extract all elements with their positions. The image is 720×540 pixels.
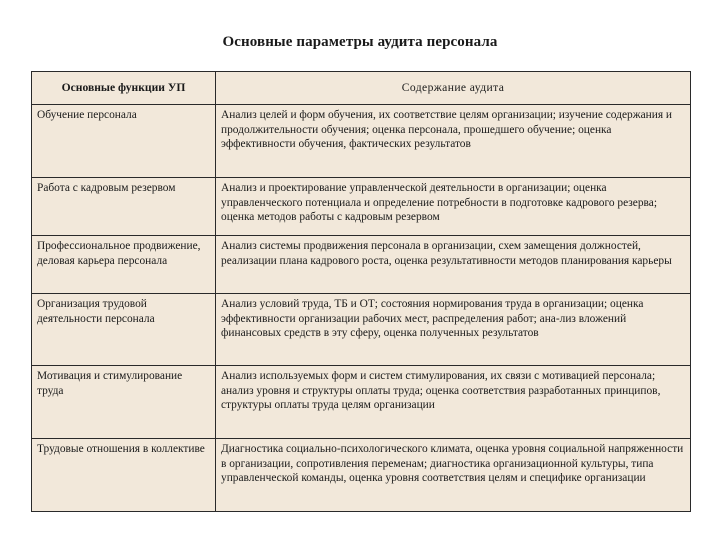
content-cell: Анализ целей и форм обучения, их соответствие целям организации; изучение содержания и продолжительности обучения; оценка персонала, прошедшего обучение; оценка эффективности обучения, фактических результатов <box>216 105 691 178</box>
function-cell: Организация трудовой деятельности персонала <box>32 294 216 366</box>
content-cell: Анализ системы продвижения персонала в организации, схем замещения должностей, реализации плана кадрового роста, оценка результативности методов планирования карьеры <box>216 236 691 294</box>
content-cell: Анализ условий труда, ТБ и ОТ; состояния нормирования труда в организации; оценка эффективности организации рабочих мест, распределения работ; ана-лиз вложений финансовых средств в эту сферу, оценка полученных результатов <box>216 294 691 366</box>
column-header-content: Содержание аудита <box>216 72 691 105</box>
table-row <box>32 236 691 294</box>
function-cell: Профессиональное продвижение, деловая карьера персонала <box>32 236 216 294</box>
table-row <box>32 294 691 366</box>
table-row <box>32 439 691 512</box>
audit-parameters-table <box>31 71 691 512</box>
content-cell: Анализ используемых форм и систем стимулирования, их связи с мотивацией персонала; анализ уровня и структуры оплаты труда; оценка соответствия разработанных принципов, структуры оплаты труда целям организации <box>216 366 691 439</box>
function-cell: Работа с кадровым резервом <box>32 178 216 236</box>
table-row <box>32 178 691 236</box>
table-row <box>32 105 691 178</box>
function-cell: Обучение персонала <box>32 105 216 178</box>
content-cell: Диагностика социально-психологического климата, оценка уровня социальной напряженности в организации, сопротивления переменам; диагностика организационной культуры, типа управленческой команды, оценка уровня соответствия целям и специфике организации <box>216 439 691 512</box>
function-cell: Мотивация и стимулирование труда <box>32 366 216 439</box>
function-cell: Трудовые отношения в коллективе <box>32 439 216 512</box>
table-header-row <box>32 72 691 105</box>
column-header-functions: Основные функции УП <box>32 72 216 105</box>
table-row <box>32 366 691 439</box>
content-cell: Анализ и проектирование управленческой деятельности в организации; оценка управленческого потенциала и определение потребности в подготовке кадрового резерва; оценка методов работы с кадровым резервом <box>216 178 691 236</box>
page-title: Основные параметры аудита персонала <box>222 34 498 50</box>
